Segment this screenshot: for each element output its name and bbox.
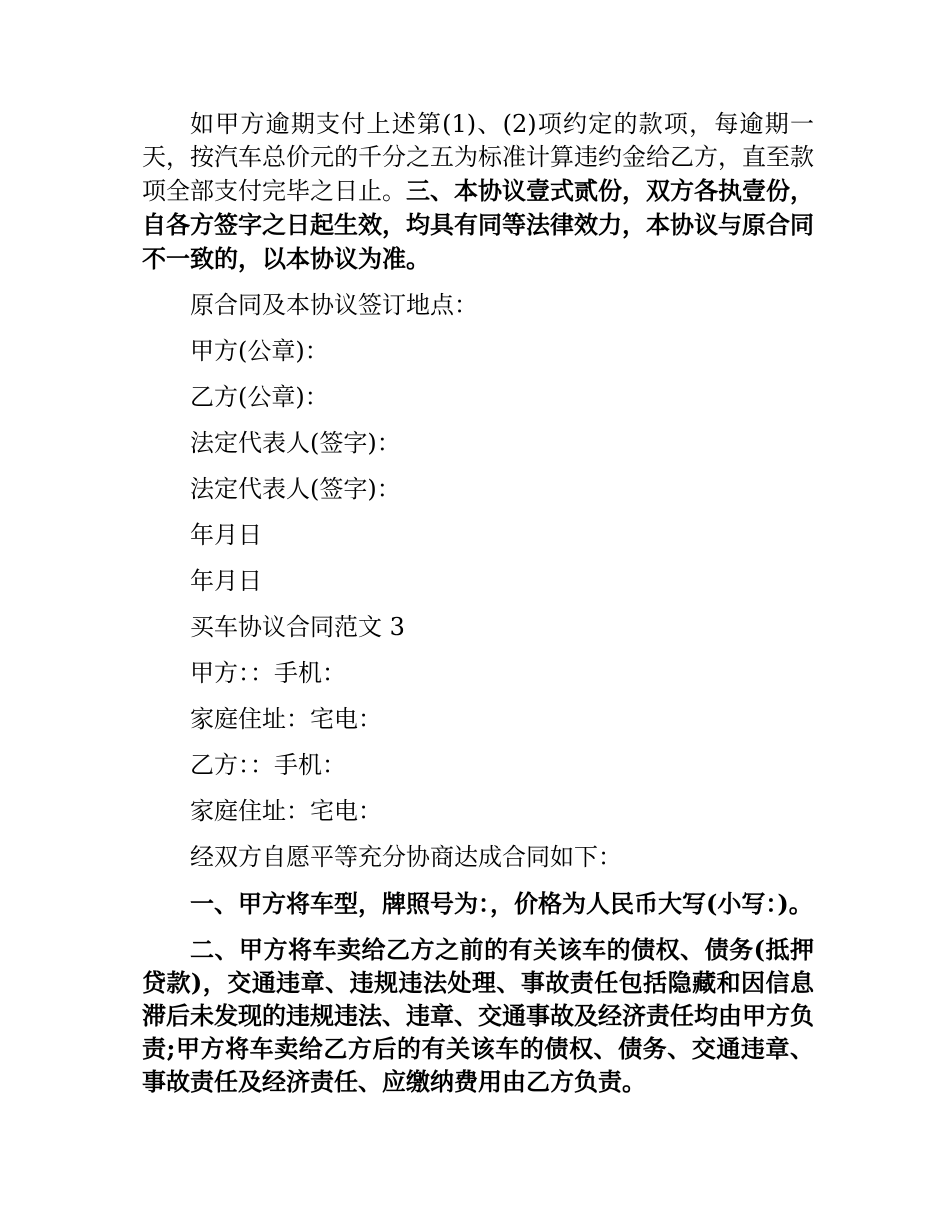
paragraph-penalty-and-effect	[142, 108, 814, 276]
clause-1-paragraph: 一、甲方将车型，牌照号为：，价格为人民币大写(小写：)。	[190, 889, 813, 918]
clause-2-paragraph: 二、甲方将车卖给乙方之前的有关该车的债权、债务(抵押贷款)，交通违章、违规违法处理、事故责任包括隐藏和因信息滞后未发现的违规违法、违章、交通事故及经济责任均由甲方负责;甲方将车卖给乙方后的有关该车的债权、债务、交通违章、事故责任及经济责任、应缴纳费用由乙方负责。	[142, 935, 814, 1096]
party-b-line: 乙方：：手机：	[190, 751, 346, 779]
section-title: 买车协议合同范文 3	[190, 613, 405, 641]
party-a-seal-line: 甲方(公章)：	[190, 337, 329, 365]
sign-place-line: 原合同及本协议签订地点：	[190, 291, 478, 319]
legal-rep-line-1: 法定代表人(签字)：	[190, 429, 401, 457]
party-a-line: 甲方：：手机：	[190, 659, 346, 687]
agreement-intro-line: 经双方自愿平等充分协商达成合同如下：	[190, 843, 622, 871]
address-b-line: 家庭住址：宅电：	[190, 797, 382, 825]
document-page	[142, 108, 814, 1111]
address-a-line: 家庭住址：宅电：	[190, 705, 382, 733]
date-line-1: 年月日	[190, 521, 262, 549]
party-b-seal-line: 乙方(公章)：	[190, 383, 329, 411]
penalty-clause-text: 如甲方逾期支付上述第(1)、(2)项约定的款项，每逾期一天，按汽车总价元的千分之五为标准计算违约金给乙方，直至款项全部支付完毕之日止。	[142, 110, 814, 205]
date-line-2: 年月日	[190, 567, 262, 595]
legal-rep-line-2: 法定代表人(签字)：	[190, 475, 401, 503]
effect-clause-text: 三、本协议壹式贰份，双方各执壹份，自各方签字之日起生效，均具有同等法律效力，本协议与原合同不一致的，以本协议为准。	[142, 176, 814, 273]
